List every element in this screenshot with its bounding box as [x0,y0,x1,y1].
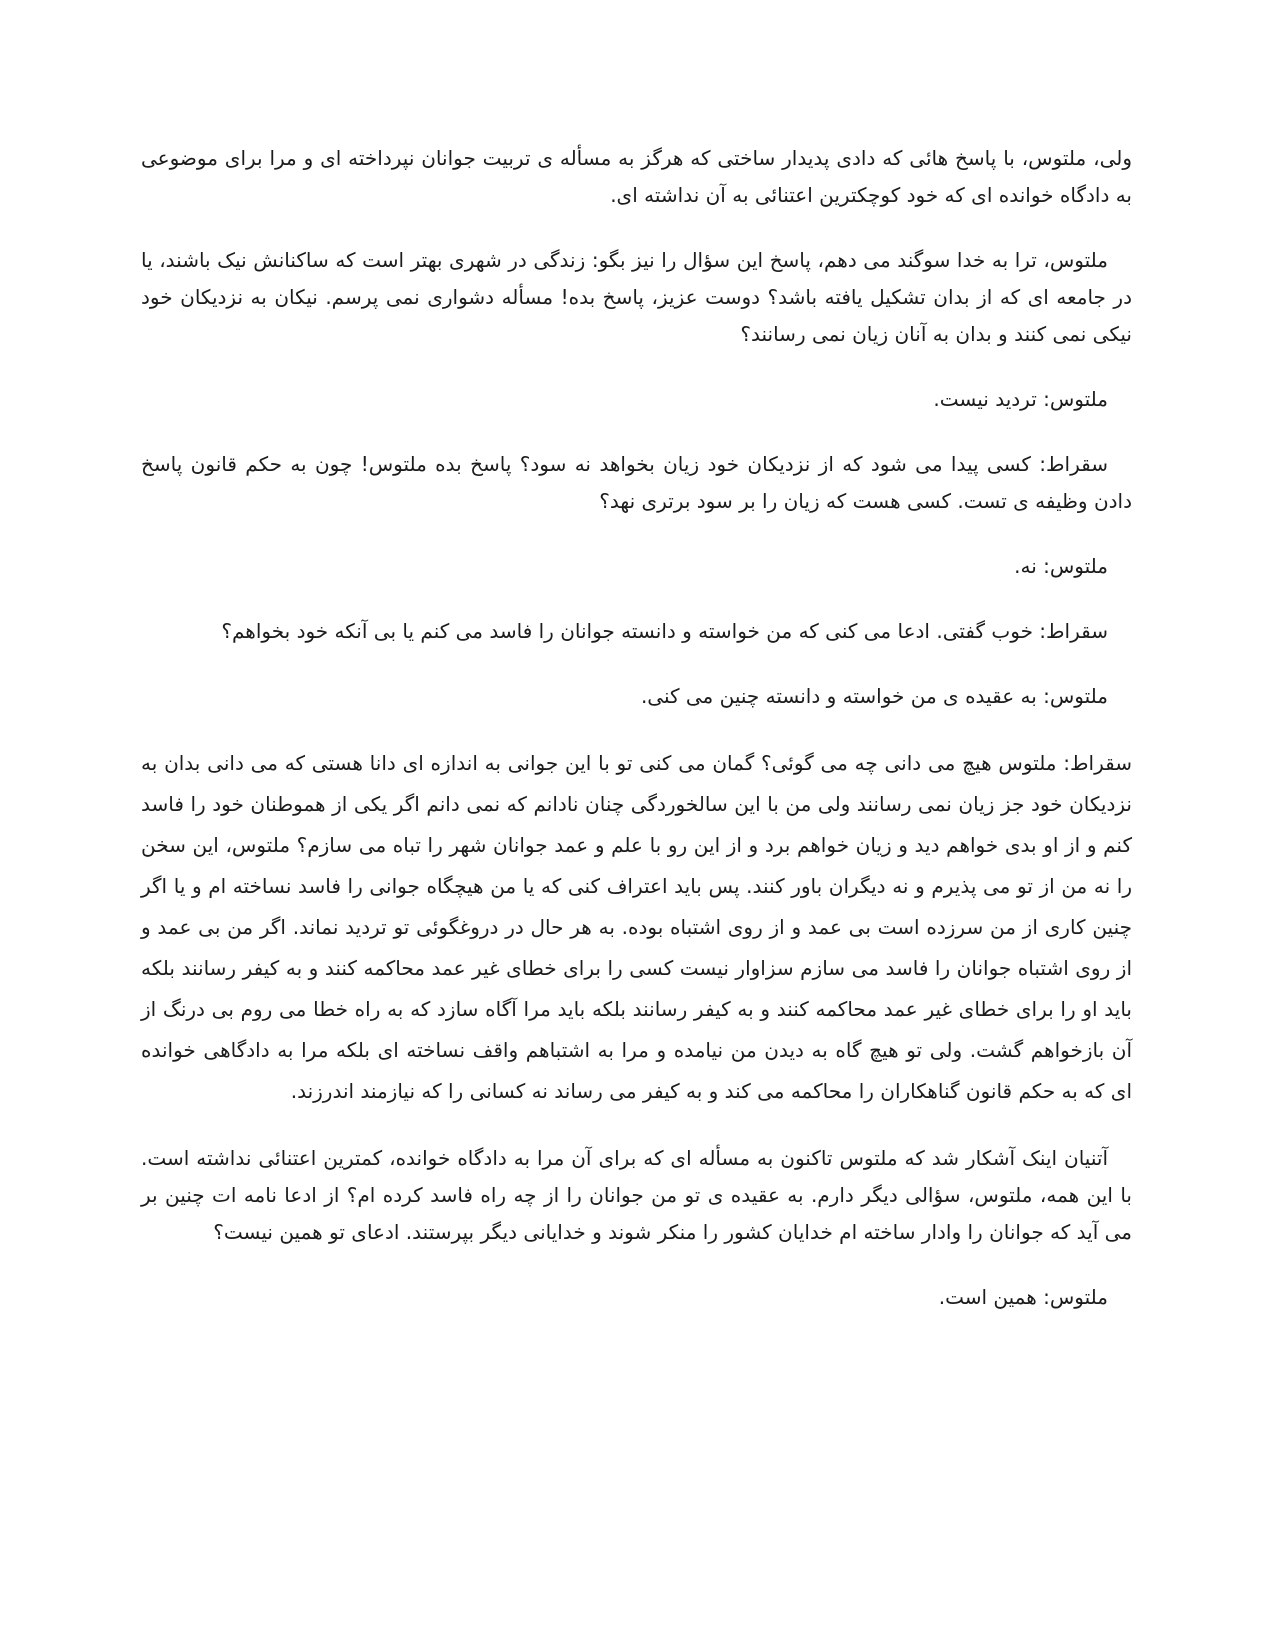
paragraph-gap [141,1112,1132,1140]
paragraph-gap [141,353,1132,381]
paragraph-5: آتنیان اینک آشکار شد که ملتوس تاکنون به مسأله ای که برای آن مرا به دادگاه خوانده، کمترین اعتنائی نداشته است. با این همه، ملتوس، سؤالی دیگر دارم. به عقیده ی تو من جوانان را از چه راه فاسد کرده ام؟ از ادعا نامه ات چنین بر می آید که جوانان را وادار ساخته ام خدایان کشور را منکر شوند و خدایانی دیگر بپرستند. ادعای تو همین نیست؟ [141,1146,1132,1244]
dialog-line-2: ملتوس: نه. [1014,554,1108,578]
paragraph-3: سقراط: کسی پیدا می شود که از نزدیکان خود زیان بخواهد نه سود؟ پاسخ بده ملتوس! چون به حکم قانون پاسخ دادن وظیفه ی تست. کسی هست که زیان را بر سود برتری نهد؟ [141,452,1132,513]
document-body [141,140,1132,1316]
paragraph-gap [141,214,1132,242]
paragraph-gap [141,715,1132,743]
paragraph-gap [141,520,1132,548]
dialog-line-4: ملتوس: به عقیده ی من خواسته و دانسته چنین می کنی. [640,684,1108,708]
dialog-line-3: سقراط: خوب گفتی. ادعا می کنی که من خواسته و دانسته جوانان را فاسد می کنم یا بی آنکه خود بخواهم؟ [221,619,1108,643]
paragraph-2: ملتوس، ترا به خدا سوگند می دهم، پاسخ این سؤال را نیز بگو: زندگی در شهری بهتر است که ساکنانش نیک باشند، یا در جامعه ای که از بدان تشکیل یافته باشد؟ دوست عزیز، پاسخ بده! مسأله دشواری نمی پرسم. نیکان به نزدیکان خود نیکی نمی کنند و بدان به آنان زیان نمی رسانند؟ [141,248,1132,346]
paragraph-gap [141,585,1132,613]
paragraph-gap [141,650,1132,678]
paragraph-4: سقراط: ملتوس هیچ می دانی چه می گوئی؟ گمان می کنی تو با این جوانی به اندازه ای دانا هستی که می دانی بدان به نزدیکان خود جز زیان نمی رسانند ولی من با این سالخوردگی چنان نادانم که نمی دانم اگر یکی از هموطنان خود را فاسد کنم و از او بدی خواهم دید و زیان خواهم برد و از این رو با علم و عمد جوانان شهر را تباه می سازم؟ ملتوس، این سخن را نه من از تو می پذیرم و نه دیگران باور کنند. پس باید اعتراف کنی که یا من هیچگاه جوانی را فاسد نساخته ام و یا اگر چنین کاری از من سرزده است بی عمد و از روی اشتباه بوده. به هر حال در دروغگوئی تو تردید نماند. اگر من بی عمد و از روی اشتباه جوانان را فاسد می سازم سزاوار نیست کسی را برای خطای غیر عمد محاکمه کنند و به کیفر رسانند بلکه باید او را برای خطای غیر عمد محاکمه کنند و به کیفر رسانند بلکه باید مرا آگاه سازد که به راه خطا می روم بی درنگ از آن بازخواهم گشت. ولی تو هیچ گاه به دیدن من نیامده و مرا به اشتباهم واقف نساخته ای بلکه مرا به دادگاهی خوانده ای که به حکم قانون گناهکاران را محاکمه می کند و به کیفر می رساند نه کسانی را که نیازمند اندرزند. [141,751,1132,1103]
dialog-line-5: ملتوس: همین است. [938,1285,1108,1309]
paragraph-1: ولی، ملتوس، با پاسخ هائی که دادی پدیدار ساختی که هرگز به مسأله ی تربیت جوانان نپرداخته ای و مرا برای موضوعی به دادگاه خوانده ای که خود کوچکترین اعتنائی به آن نداشته ای. [141,146,1132,207]
paragraph-gap [141,418,1132,446]
dialog-line-1: ملتوس: تردید نیست. [933,387,1108,411]
paragraph-gap [141,1251,1132,1279]
